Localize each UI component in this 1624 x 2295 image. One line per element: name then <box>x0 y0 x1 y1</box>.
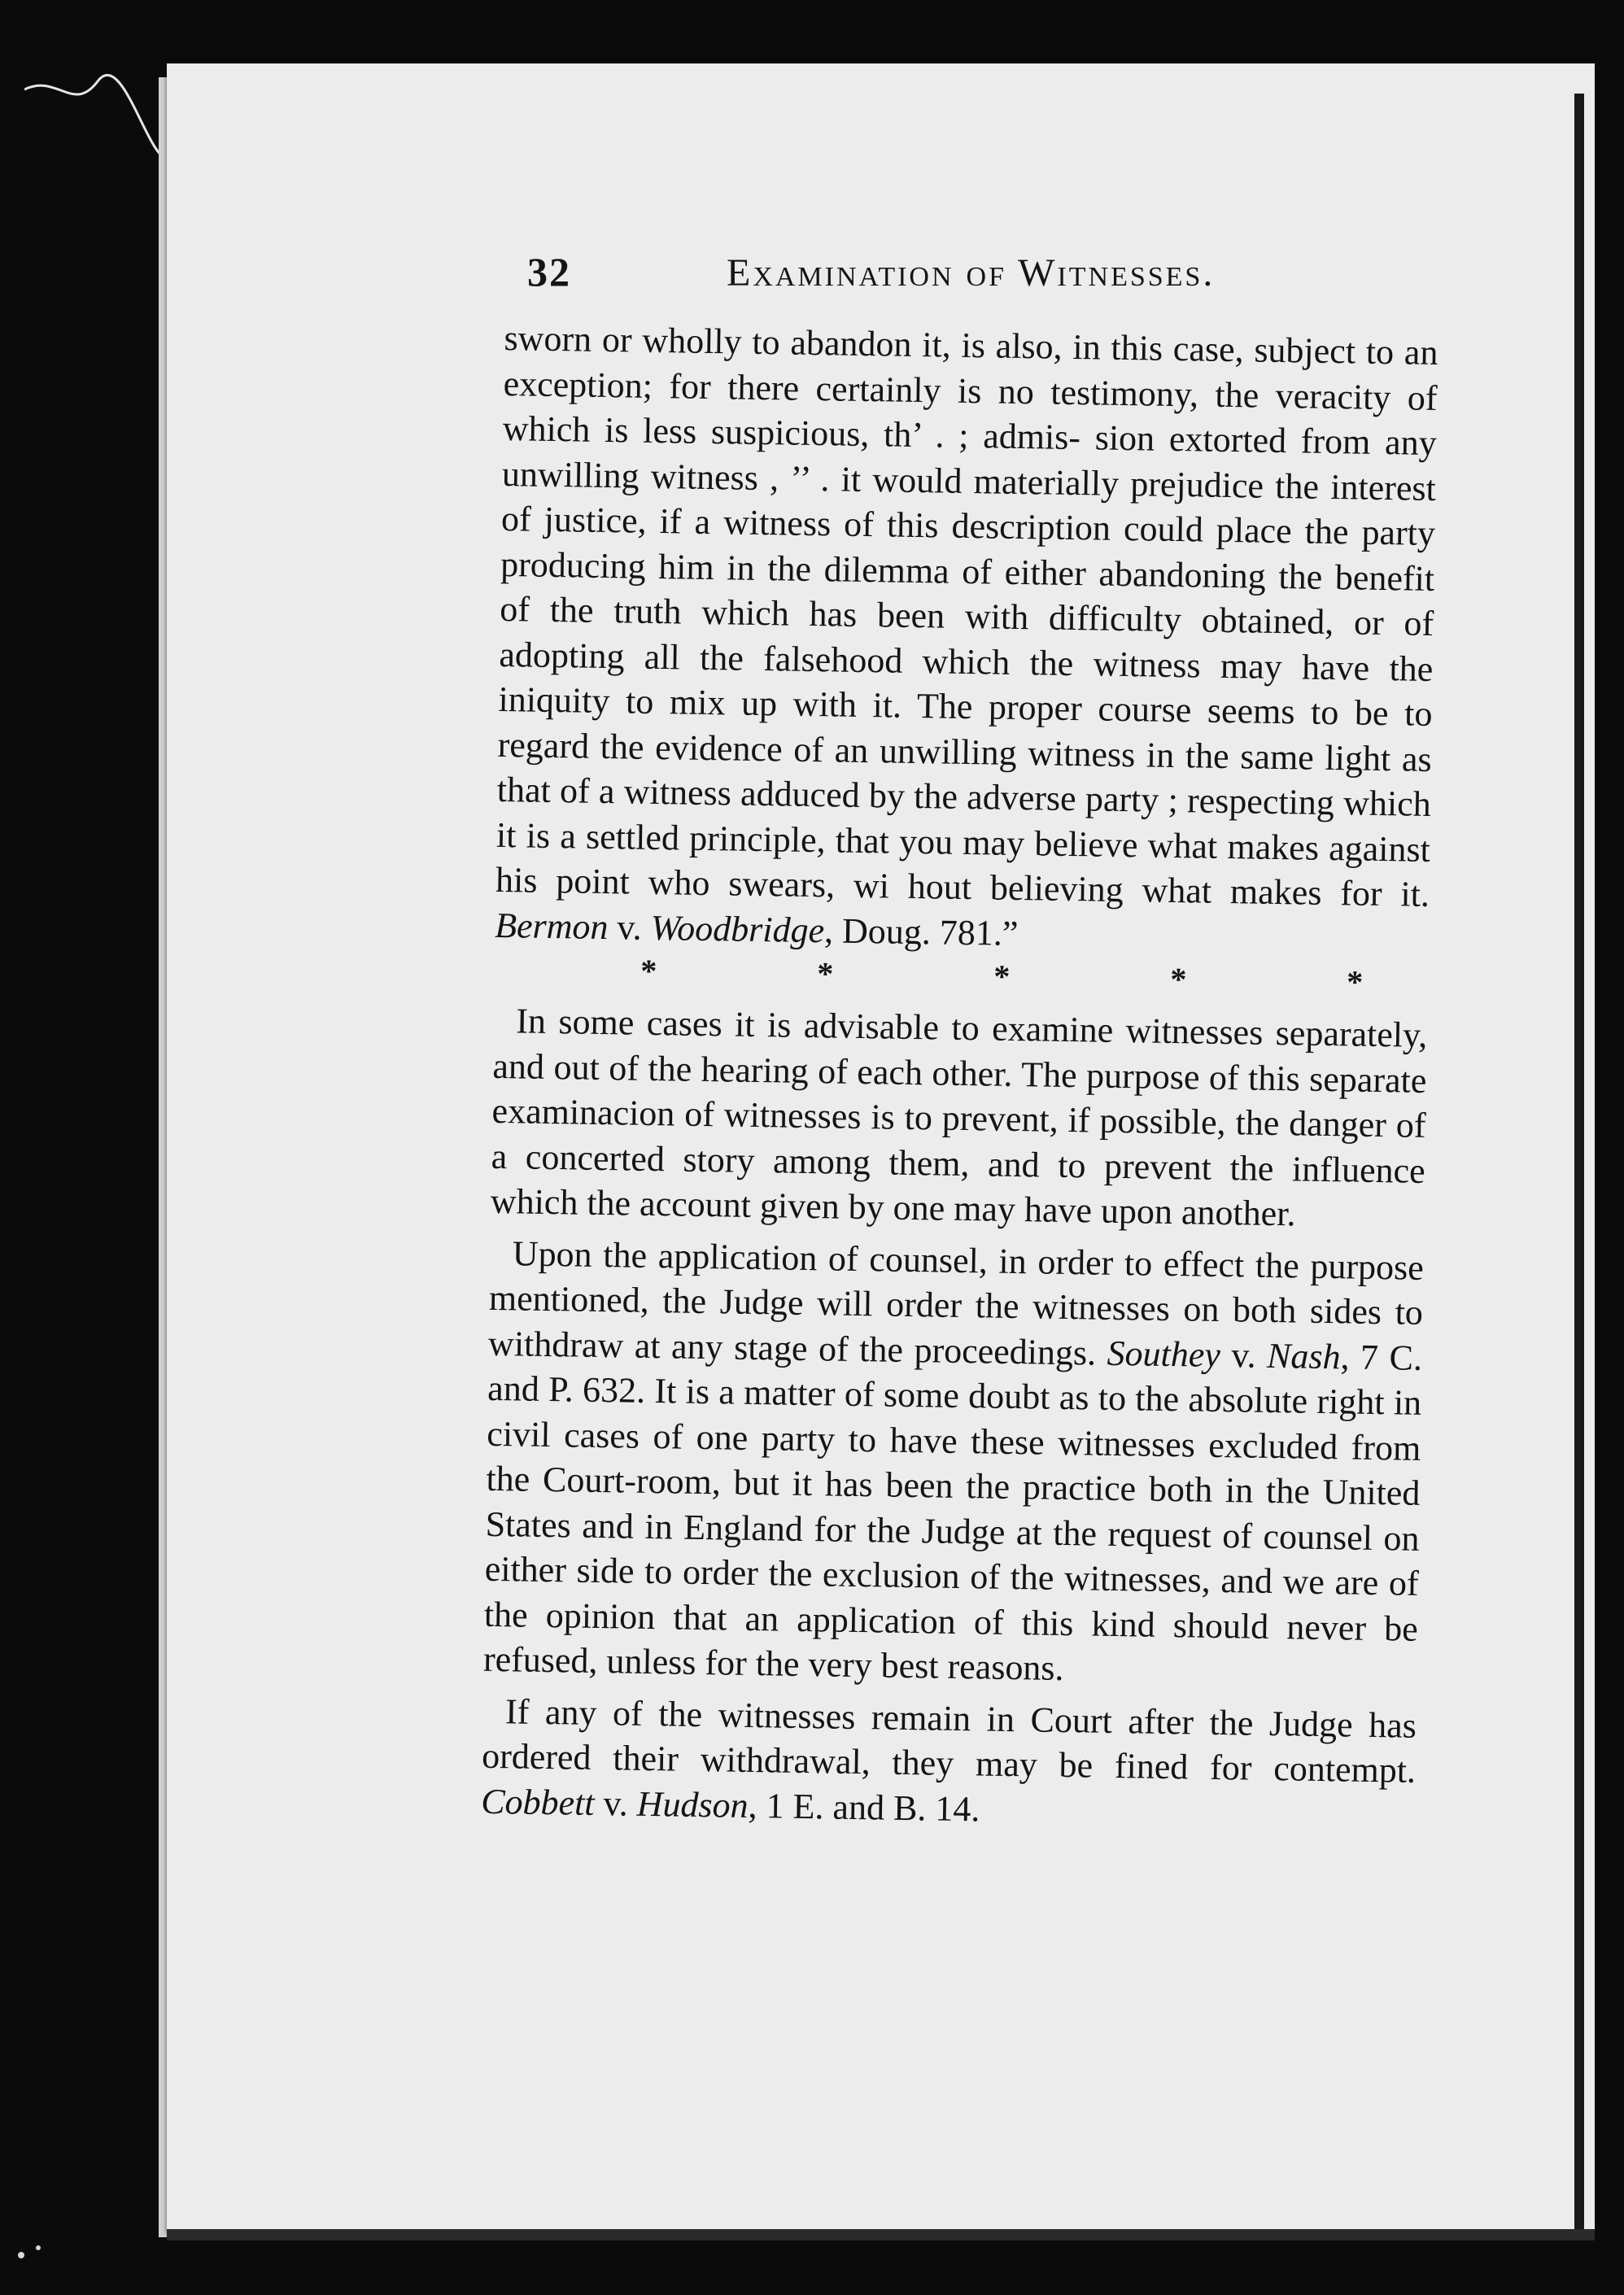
paragraph-separate-examination <box>490 998 1427 1238</box>
text-run: sworn or wholly to abandon it, is also, in this case, subject to an exception; for there certainly is no testimony, the veracity of which is less suspicious, th’ . ; admis- sion extorted from any unwilling witness , ’’ . it would materially prejudice the interest of justice, if a witness of this description could place the party producing him in the dilemma of either abandoning the benefit of the truth which has been with difficulty obtained, or of adopting all the falsehood which the witness may have the iniquity to mix up with it. The proper course seems to be to regard the evidence of an unwilling witness in the same light as that of a witness adduced by the adverse party ; respecting which it is a settled principle, that you may believe what makes against his point who swears, wi hout believing what makes for it. <box>495 317 1438 914</box>
page-right-edge <box>1574 94 1584 2233</box>
section-break-star: * <box>640 952 657 990</box>
dust-speck <box>18 2252 24 2258</box>
case-name: Hudson <box>636 1783 749 1826</box>
running-title: Examination of Witnesses. <box>727 251 1216 295</box>
text-run: , 1 E. and B. 14. <box>748 1785 980 1829</box>
case-name: Cobbett <box>480 1781 596 1823</box>
thread-fiber <box>24 57 167 163</box>
section-break-star: * <box>816 955 834 993</box>
text-run: In some cases it is advisable to examine witnesses separately, and out of the hearing of each other. The purpose of this separate examinacion of witnesses is to prevent, if possible, the danger of a concerted story among them, and to prevent the influence which the account given by one may have upon another. <box>490 1001 1428 1234</box>
text-run: , Doug. 781.” <box>823 910 1019 953</box>
section-break-star: * <box>993 958 1011 995</box>
paragraph-withdrawal-order <box>483 1230 1425 1696</box>
page-bottom-edge <box>167 2229 1595 2240</box>
section-break-star: * <box>1346 963 1364 1001</box>
case-name: Southey <box>1107 1333 1221 1375</box>
paragraph-quotation <box>495 316 1438 962</box>
paragraph-contempt <box>481 1688 1417 1839</box>
text-run: v. <box>608 906 652 948</box>
section-break-star: * <box>1169 960 1187 998</box>
case-name: Bermon <box>494 905 609 947</box>
body-text <box>481 316 1438 1839</box>
running-header <box>527 248 1259 295</box>
text-run: v. <box>594 1782 638 1824</box>
text-run: , 7 C. and P. 632. It is a matter of some doubt as to the absolute right in civil cases of one party to have these witnesses excluded from the Court-room, but it has been the practice both in the United States and in England for the Judge at the request of counsel on either side to order the exclusion of the witnesses, and we are of the opinion that an application of this kind should never be refused, unless for the very best reasons. <box>482 1336 1423 1689</box>
page-number: 32 <box>527 249 571 295</box>
case-name: Nash <box>1266 1335 1341 1377</box>
text-run: If any of the witnesses remain in Court after the Judge has ordered their withdrawal, they may be fined for contempt. <box>481 1691 1417 1791</box>
text-run: Upon the application of counsel, in order to effect the purpose mentioned, the Judge will order the witnesses on both sides to withdraw at any stage of the proceedings. <box>487 1233 1425 1373</box>
case-name: Woodbridge <box>650 907 825 950</box>
text-run: v. <box>1220 1334 1268 1376</box>
dust-speck <box>36 2245 41 2250</box>
